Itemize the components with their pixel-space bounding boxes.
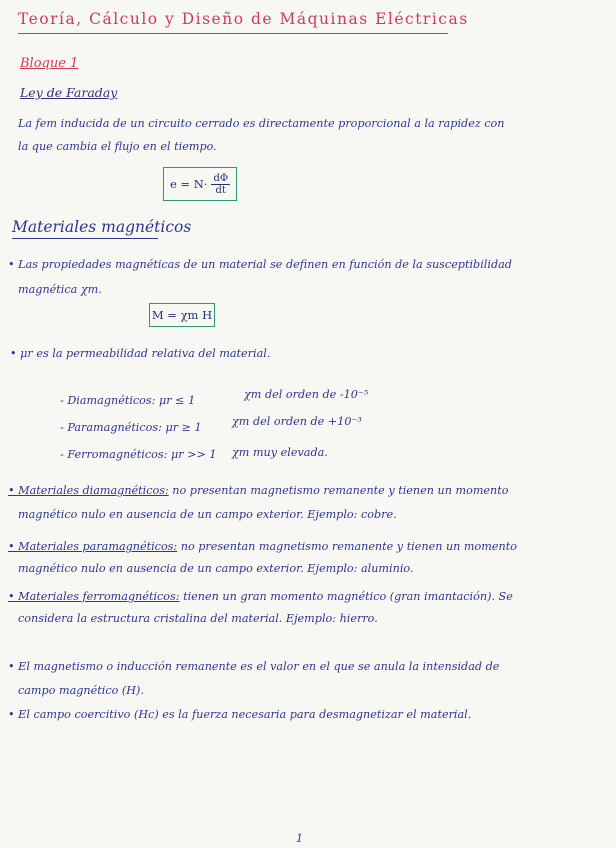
- diamagnetic-paragraph-line-1: [8, 484, 509, 497]
- faraday-text-line-1: La fem inducida de un circuito cerrado es directamente proporcional a la rapidez con: [18, 117, 505, 130]
- diamagnetic-label: • Materiales diamagnéticos:: [8, 484, 169, 497]
- type-ferromagnetic-chi: χm muy elevada.: [232, 446, 328, 459]
- intro-line-2: magnética χm.: [18, 283, 102, 296]
- bloque-heading: Bloque 1: [20, 56, 79, 71]
- mu-line: • μr es la permeabilidad relativa del material.: [10, 347, 271, 360]
- formula-lhs: e = N·: [169, 177, 208, 191]
- materiales-underline: [12, 238, 158, 239]
- remanente-line-1: • El magnetismo o inducción remanente es el valor en el que se anula la intensidad de: [8, 660, 500, 673]
- intro-line-1: • Las propiedades magnéticas de un material se definen en función de la susceptibilidad: [8, 258, 512, 271]
- ferromagnetic-text-2: considera la estructura cristalina del material. Ejemplo: hierro.: [18, 612, 378, 625]
- ferromagnetic-paragraph-line-1: [8, 590, 513, 603]
- paramagnetic-text-2: magnético nulo en ausencia de un campo exterior. Ejemplo: aluminio.: [18, 562, 414, 575]
- title-underline: [18, 33, 448, 34]
- diamagnetic-text-1: no presentan magnetismo remanente y tienen un momento: [168, 484, 509, 497]
- magnetization-formula-box: [149, 303, 215, 327]
- faraday-heading: Ley de Faraday: [20, 85, 118, 100]
- paramagnetic-paragraph-line-1: [8, 540, 517, 553]
- page-title: Teoría, Cálculo y Diseño de Máquinas Eléctricas: [18, 10, 469, 28]
- coercitivo-line: • El campo coercitivo (Hc) es la fuerza necesaria para desmagnetizar el material.: [8, 708, 472, 721]
- ferromagnetic-label: • Materiales ferromagnéticos:: [8, 590, 180, 603]
- type-diamagnetic: - Diamagnéticos: μr ≤ 1: [60, 394, 196, 407]
- type-ferromagnetic: - Ferromagnéticos: μr >> 1: [60, 448, 217, 461]
- formula-numerator: dΦ: [213, 172, 229, 184]
- type-paramagnetic-chi: χm del orden de +10⁻³: [232, 415, 362, 428]
- paramagnetic-text-1: no presentan magnetismo remanente y tienen un momento: [177, 540, 517, 553]
- diamagnetic-text-2: magnético nulo en ausencia de un campo exterior. Ejemplo: cobre.: [18, 508, 397, 521]
- formula-denominator: dt: [215, 184, 226, 196]
- type-diamagnetic-chi: χm del orden de -10⁻⁵: [244, 388, 369, 401]
- paramagnetic-label: • Materiales paramagnéticos:: [8, 540, 178, 553]
- page-number: 1: [296, 832, 303, 845]
- magnetization-formula: M = χm H: [151, 308, 213, 322]
- faraday-formula-box: [163, 167, 237, 201]
- faraday-text-line-2: la que cambia el flujo en el tiempo.: [18, 140, 217, 153]
- type-paramagnetic: - Paramagnéticos: μr ≥ 1: [60, 421, 202, 434]
- materiales-heading: Materiales magnéticos: [12, 218, 192, 236]
- formula-fraction: [211, 173, 230, 196]
- remanente-line-2: campo magnético (H).: [18, 684, 144, 697]
- ferromagnetic-text-1: tienen un gran momento magnético (gran imantación). Se: [179, 590, 513, 603]
